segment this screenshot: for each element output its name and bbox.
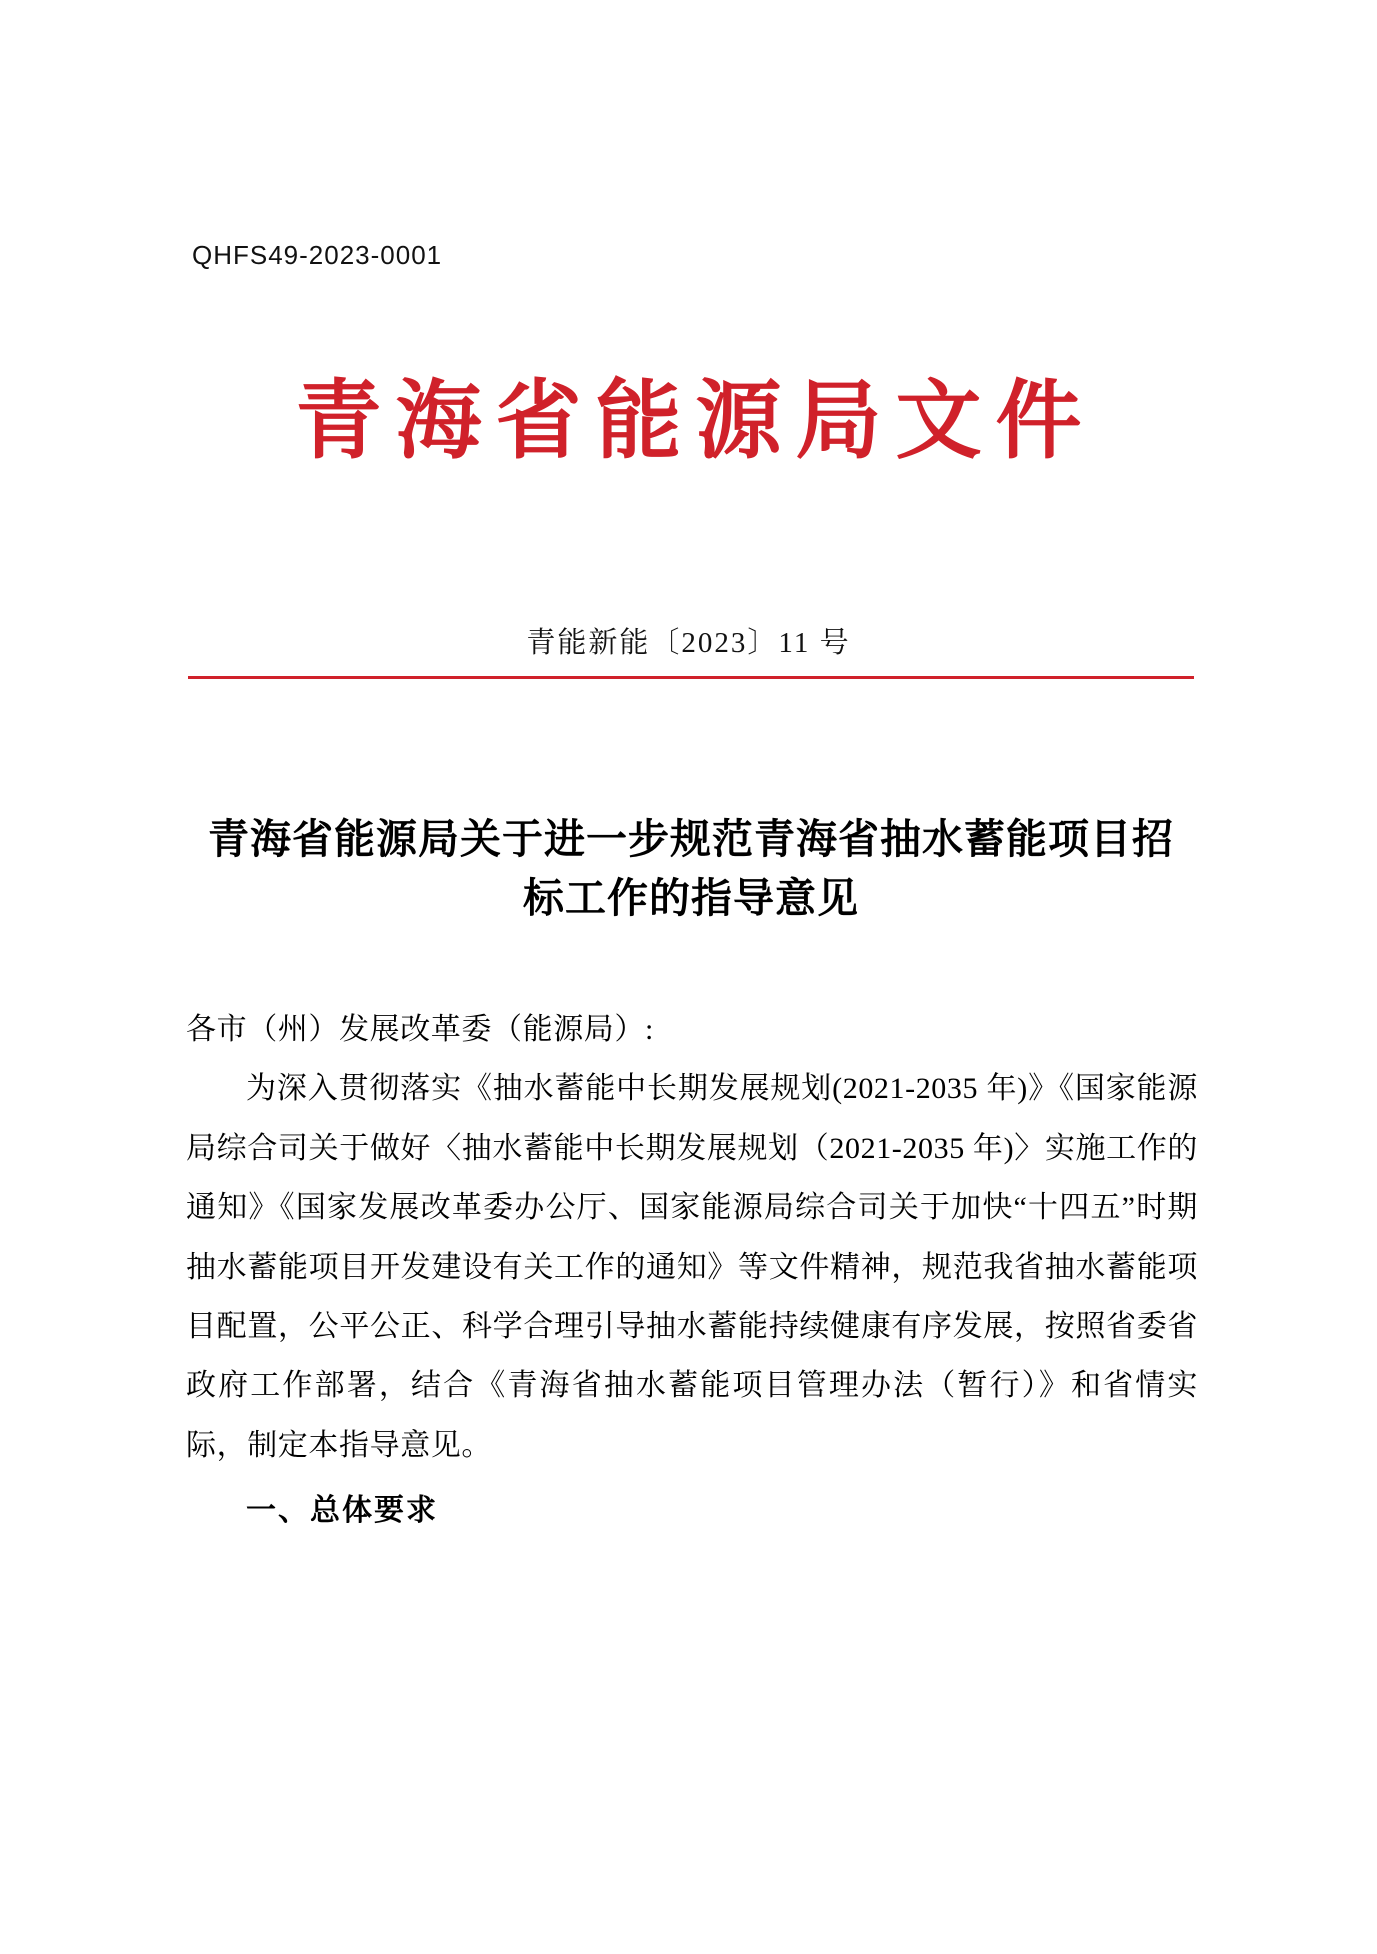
red-divider-rule [188,676,1194,679]
salutation: 各市（州）发展改革委（能源局）: [186,1013,654,1046]
body-paragraph-1: 为深入贯彻落实《抽水蓄能中长期发展规划(2021-2035 年)》《国家能源局综合司关于做好〈抽水蓄能中长期发展规划（2021-2035 年)〉实施工作的通知》《国家发展改革委办公厅、国家能源局综合司关于加快“十四五”时期抽水蓄能项目开发建设有关工作的通知》等文件精神，规范我省抽水蓄能项目配置，公平公正、科学合理引导抽水蓄能持续健康有序发展，按照省委省政府工作部署，结合《青海省抽水蓄能项目管理办法（暂行）》和省情实际，制定本指导意见。 [186,1072,1198,1462]
section-heading-1: 一、总体要求 [246,1494,438,1528]
document-body [186,1000,1198,1541]
issue-number: 青能新能〔2023〕11 号 [526,627,851,659]
document-number: QHFS49-2023-0001 [192,240,443,270]
masthead-title: 青海省能源局文件 [295,370,1096,471]
page-title: 青海省能源局关于进一步规范青海省抽水蓄能项目招标工作的指导意见 [208,816,1174,922]
